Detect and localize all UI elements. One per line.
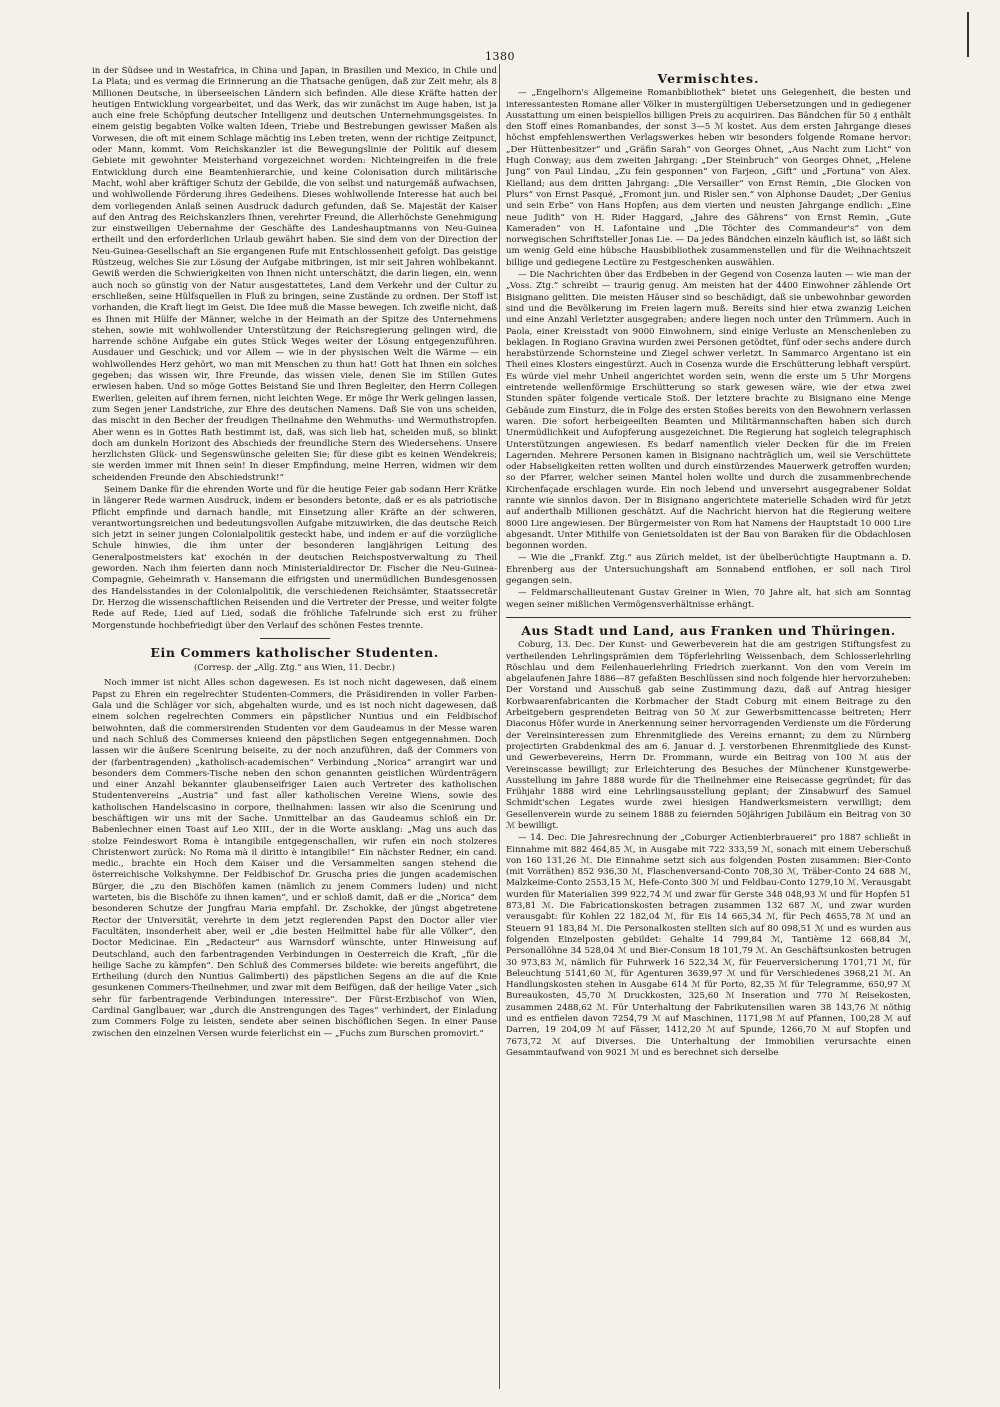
news-item-text: — „Engelhorn's Allgemeine Romanbibliothek“ bietet uns Gelegenheit, die besten und interessantesten Romane aller Völker in mustergültigen Uebersetzungen und in gediegener Ausstattung um einen beispiellos billigen Preis zu acquiriren. Das Bändchen für 50 ₰ enthält den Stoff eines Romanbandes, der sonst 3—5 ℳ kostet. Aus dem ersten Jahrgange dieses höchst empfehlenswerthen Verlagswerkes heben wir besonders folgende Romane hervor: „Der Hüttenbesitzer“ und „Gräfin Sarah“ von Georges Ohnet, „Aus Nacht zum Licht“ von Hugh Conway; aus dem zweiten Jahrgang: „Der Steinbruch“ von Georges Ohnet, „Helene Jung“ von Paul Lindau, „Zu fein gesponnen“ von Farjeon, „Gift“ und „Fortuna“ von Alex. Kielland; aus dem dritten Jahrgang: „Die Versailler“ von Ernst Remin, „Die Glocken von Plurs“ von Ernst Pasqué, „Fromont jun. und Risler sen.“ von Alphonse Daudet; „Der Genius und sein Erbe“ von Hans Hopfen; aus dem vierten und neusten Jahrgange endlich: „Eine neue Judith“ von H. Rider Haggard, „Jahre des Gährens“ von Ernst Remin, „Gute Kameraden“ von H. Lafontaine und „Die Töchter des Commandeur's“ von dem norwegischen Schriftsteller Jonas Lie. — Da jedes Bändchen einzeln käuflich ist, so läßt sich um wenig Geld eine hübsche Hausbibliothek zusammenstellen und für die Weihnachtszeit billige und gediegene Lectüre zu Festgeschenken auswählen. bbox=[506, 88, 911, 268]
article-dateline: (Corresp. der „Allg. Ztg.“ aus Wien, 11. Decbr.) bbox=[193, 662, 396, 673]
left-column bbox=[92, 66, 497, 1366]
right-column bbox=[506, 66, 911, 1388]
column-divider bbox=[499, 64, 500, 1389]
section-divider bbox=[260, 638, 330, 639]
article-heading: Ein Commers katholischer Studenten. bbox=[150, 644, 439, 660]
article-body-text: Noch immer ist nicht Alles schon dagewesen. Es ist noch nicht dagewesen, daß einem Papst zu Ehren ein regelrechter Studenten-Commers, die Präsidirenden in voller Farben-Gala und die Schläger vor sich, abgehalten wurde, und es ist noch nicht dagewesen, daß einem solchen regelrechten Commers ein päpstlicher Nuntius und ein Feldbischof beiwohnten, daß die commersirenden Studenten vor dem Gaudeamus in der Messe waren und nach Schluß des Commerses knieend den päpstlichen Segen entgegennahmen. Doch lassen wir die äußere Scenirung beiseite, zu der noch anzuführen, daß der Commers von der (farbentragenden) „katholisch-academischen“ Verbindung „Norica“ arrangirt war und besonders dem Commers-Tische neben den schon genannten geistlichen Würdenträgern und einer Anzahl bekannter glaubenseifriger Laien auch Vertreter des katholischen Studentenvereins „Austria“ und fast aller katholischen Vereine Wiens, sowie des katholischen Handelscasino in corpore, theilnahmen: lassen wir also die Scenirung und beschäftigen wir uns mit der Sache. Unmittelbar an das Gaudeamus schloß ein Dr. Babenlechner einen Toast auf Leo XIII., der in die Worte ausklang: „Mag uns auch das stolze Feindeswort Roma è intangibile entgegenschallen, wir rufen ein noch stolzeres Christenwort zurück: No Roma mà il diritto è intangibile!“ Ein nächster Redner, ein cand. medic., brachte ein Hoch dem Kaiser und die Versammelten sangen stehend die österreichische Volkshymne. Der Feldbischof Dr. Gruscha pries die jungen academischen Bürger, die „zu den Bischöfen kamen (nämlich zu jenem Commers luden) und nicht warteten, bis die Bischöfe zu ihnen kamen“, und er schloß damit, daß er die „Norica“ dem besonderen Schutze der Jungfrau Maria empfahl. Dr. Zschokke, der jüngst abgetretene Rector der Universität, verehrte in dem jetzt regierenden Papst den Doctor aller vier Facultäten, insonderheit aber, weil er „die besten Heilmittel habe für alle Völker“, den Doctor Medicinae. Ein „Redacteur“ aus Warnsdorf wünschte, unter Hinweisung auf Deutschland, auch den farbentragenden Verbindungen in Oesterreich die Kraft, „für die heilige Sache zu kämpfen“. Den Schluß des Commerses bildete: wie bereits angeführt, die Ertheilung (durch den Nuntius Galimberti) des päpstlichen Segens an die auf die Knie gesunkenen Commers-Theilnehmer, und zwar mit dem Beifügen, daß der heilige Vater „sich sehr für farbentragende Verbindungen interessire“. Der Fürst-Erzbischof von Wien, Cardinal Ganglbauer, war „durch die Anstrengungen des Tages“ verhindert, der Einladung zum Commers Folge zu leisten, sendete aber seinen bischöflichen Segen. In einer Pause zwischen den einzelnen Versen wurde feierlichst ein — „Fuchs zum Burschen promovirt.“ bbox=[92, 678, 497, 1039]
news-item-text: — Die Nachrichten über das Erdbeben in der Gegend von Cosenza lauten — wie man der „Voss. Ztg.“ schreibt — traurig genug. Am meisten hat der 4400 Einwohner zählende Ort Bisignano gelitten. Die meisten Häuser sind so beschädigt, daß sie unbewohnbar geworden sind und die Bevölkerung im Freien lagern muß. Bereits sind hier etwa zwanzig Leichen und eine Anzahl Verletzter ausgegraben; andere liegen noch unter den Trümmern. Auch in Paola, einer Kreisstadt von 9000 Einwohnern, sind einige Verluste an Menschenleben zu beklagen. In Rogiano Gravina wurden zwei Personen getödtet, fünf oder sechs andere durch herabstürzende Schornsteine und Ziegel schwer verletzt. In Sammarco Argentano ist ein Theil eines Klosters eingestürzt. Auch in Cosenza wurde die Erschütterung lebhaft verspürt. Es würde viel mehr Unheil angerichtet worden sein, wenn die erste um 5 Uhr Morgens eintretende wellenförmige Erschütterung so stark gewesen wäre, wie der etwa zwei Stunden später folgende verticale Stoß. Der letztere brachte zu Bisignano eine Menge Gebäude zum Einsturz, die in Folge des ersten Stoßes bereits von den Bewohnern verlassen waren. Die sofort herbeigeeilten Beamten und Militärmannschaften haben sich durch Unermüdlichkeit und Aufopferung ausgezeichnet. Die Regierung hat sogleich telegraphisch Unterstützungen angewiesen. Es bedarf namentlich vieler Decken für die im Freien Lagernden. Mehrere Personen kamen in Bisignano nachträglich um, weil sie Verschüttete oder Habseligkeiten retten wollten und durch einstürzendes Mauerwerk getroffen wurden; so der Pfarrer, welcher seinen Mantel holen wollte und durch die zusammenbrechende Kirchenfaçade erschlagen wurde. Ein noch lebend und unversehrt ausgegrabener Soldat rannte wie sinnlos davon. Der in Bisignano angerichtete materielle Schaden wird für jetzt auf anderthalb Millionen geschätzt. Auf die Nachricht hiervon hat die Regierung weitere 8000 Lire angewiesen. Der Bürgermeister von Rom hat Namens der Hauptstadt 10 000 Lire abgesandt. Unter Mithilfe von Genietsoldaten ist der Bau von Baraken für die Obdachlosen begonnen worden. bbox=[506, 270, 911, 552]
news-item-text: — Wie die „Frankf. Ztg.“ aus Zürich meldet, ist der übelberüchtigte Hauptmann a. D. Ehrenberg aus der Untersuchungshaft am Sonnabend entflohen, er soll nach Tirol gegangen sein. bbox=[506, 553, 911, 587]
news-item-text: Coburg, 13. Dec. Der Kunst- und Gewerbeverein hat die am gestrigen Stiftungsfest zu vertheilenden Lehrlingsprämien dem Töpferlehrling Weissenbach, dem Schlosserlehrling Röschlau und dem Feilenhauerlehrling Friedrich zuerkannt. Von den vom Verein im abgelaufenen Jahre 1886—87 gefaßten Beschlüssen sind noch folgende hier hervorzuheben: Der Vorstand und Ausschuß gab seine Zustimmung dazu, daß auf Antrag hiesiger Korbwaarenfabricanten die Korbmacher der Stadt Coburg mit einem Beitrage zu den Arbeitgebern gesprendeten Beitrag von 50 ℳ zur Gewerbsmittencasse beitreten; Herr Diaconus Höfer wurde in Anerkennung seiner hervorragenden Verdienste um die Förderung der Vereinsinteressen zum Ehrenmitgliede des Vereins ernannt; zu dem zu Nürnberg projectirten Grabdenkmal des am 6. Januar d. J. verstorbenen Ehrenmitgliede des Kunst- und Gewerbevereins, Herrn Dr. Frommann, wurde ein Beitrag von 100 ℳ aus der Vereinscasse bewilligt; zur Erleichterung des Besuches der Münchener Kunstgewerbe-Ausstellung im Jahre 1888 wurde für die Theilnehmer eine Reisecasse gegründet; für das Frühjahr 1888 wird eine Lehrlingsausstellung geplant; der Zinsabwurf des Samuel Schmidt'schen Legates wurde zwei hiesigen Handwerksmeistern verwilligt; dem Gesellenverein wurde zu seinem 1888 zu feiernden 50jährigen Jubiläum ein Beitrag von 30 ℳ bewilligt. bbox=[506, 640, 911, 831]
section-heading: Aus Stadt und Land, aus Franken und Thüringen. bbox=[521, 622, 896, 638]
article-continuation-text: Seinem Danke für die ehrenden Worte und für die heutige Feier gab sodann Herr Krätke in längerer Rede warmen Ausdruck, indem er besonders betonte, daß er es als patriotische Pflicht empfinde und darnach handle, mit Einsetzung aller Kräfte an der schweren, verantwortungsreichen und bedeutungsvollen Aufgabe mitzuwirken, die das deutsche Reich sich jetzt in seiner jungen Colonialpolitik gesteckt habe, und indem er auf die vorzügliche Schule hinwies, die ihm unter der besonderen langjährigen Leitung des Generalpostmeisters kat' exochén in der deutschen Reichspostverwaltung zu Theil geworden. Nach ihm feierten dann noch Ministerialdirector Dr. Fischer die Neu-Guinea-Compagnie, Geheimrath v. Hansemann die eifrigsten und unermüdlichen Bundesgenossen des Handelsstandes in der Colonialpolitik, die verschiedenen Reichsämter, Staatssecretär Dr. Herzog die wissenschaftlichen Reisenden und die Vertreter der Presse, und weiter folgte Rede auf Rede, Lied auf Lied, sodaß die fröhliche Tafelrunde sich erst zu früher Morgenstunde hochbefriedigt über den Verlauf des schönen Festes trennte. bbox=[92, 484, 497, 631]
section-divider bbox=[506, 617, 911, 618]
section-heading: Vermischtes. bbox=[657, 71, 760, 86]
news-item-text: — Feldmarschallieutenant Gustav Greiner in Wien, 70 Jahre alt, hat sich am Sonntag wegen seiner mißlichen Vermögensverhältnisse erhängt. bbox=[506, 588, 911, 610]
article-continuation-text: in der Südsee und in Westafrica, in China und Japan, in Brasilien und Mexico, in Chile und La Plata; und es vermag die Erinnerung an die Thatsache genügen, daß zur Zeit mehr, als 8 Millionen Deutsche, in überseeischen Ländern sich befinden. Alle diese Kräfte hatten der heutigen Entwicklung vorgearbeitet, und das Werk, das wir zunächst im Auge haben, ist ja auch eine freie Schöpfung deutscher Intelligenz und deutschen Unternehmungsgeistes. In einem geistig begabten Volke walten Ideen, Triebe und Bestrebungen gewisser Maßen als Vorwesen, die oft mit einem Schlage mächtig ins Leben treten, wenn der richtige Zeitpunct, oder Mann, kommt. Vom Reichskanzler ist die Bewegungslinie der Politik auf diesem Gebiete mit gewohnter Meisterhand vorgezeichnet worden: Nichteingreifen in die freie Entwicklung durch eine Beamtenhierarchie, und keine Colonisation durch militärische Macht, wohl aber kräftiger Schutz der Gebilde, die von selbst und naturgemäß aufwachsen, und wohlwollende Förderung ihres Gedeihens. Dieses wohlwollende Interesse hat auch bei dem vorliegenden Anlaß seinen Ausdruck dadurch gefunden, daß Se. Majestät der Kaiser auf den Antrag des Reichskanzlers Ihnen, verehrter Freund, die Allerhöchste Genehmigung zur einstweiligen Uebernahme der Geschäfte des Landeshauptmanns von Neu-Guinea ertheilt und den erforderlichen Urlaub gewährt haben. Sie sind dem von der Direction der Neu-Guinea-Gesellschaft an Sie ergangenen Rufe mit Entschlossenheit gefolgt. Das geistige Rüstzeug, welches Sie zur Lösung der Aufgabe mitbringen, ist mir seit Jahren wohlbekannt. Gewiß werden die Schwierigkeiten von Ihnen nicht unterschätzt, die darin liegen, ein, wenn auch noch so günstig von der Natur ausgestattetes, Land dem Verkehr und der Cultur zu erschließen, seine Hülfsquellen in Fluß zu bringen, seine Zustände zu ordnen. Der Stoff ist vorhanden, die Kraft liegt im Geist. Die Idee muß die Masse bewegen. Ich zweifle nicht, daß es Ihnen mit Hülfe der Männer, welche in der Heimath an der Spitze des Unternehmens stehen, sowie mit wohlwollender Unterstützung der Reichsregierung gelingen wird, die harrende schöne Aufgabe ein gutes Stück Weges weiter der Lösung entgegenzuführen. Ausdauer und Geschick; und vor Allem — wie in der physischen Welt die Wärme — ein wohlwollendes Herz gehört, wo man mit Menschen zu thun hat! Gott hat Ihnen ein solches gegeben; das wissen wir, Ihre Freunde, das wissen viele, denen Sie im Stillen Gutes erwiesen haben. Und so möge Gottes Beistand Sie und Ihren Begleiter, den Herrn Collegen Ewerlien, geleiten auf ihrem fernen, nicht leichten Wege. Er möge Ihr Werk gelingen lassen, zum Segen jener Landstriche, zur Ehre des deutschen Namens. Daß Sie von uns scheiden, das mischt in den Becher der freudigen Theilnahme den Wehmuths- und Wermuthstropfen. Aber wenn es in Gottes Rath bestimmt ist, daß, was sich lieb hat, scheiden muß, so blinkt doch am dunkeln Horizont des Abschieds der freundliche Stern des Wiedersehens. Unsere herzlichsten Glück- und Segenswünsche geleiten Sie; für diese gibt es keinen Wendekreis; sie werden immer mit Ihnen sein! In dieser Empfindung, meine Herren, widmen wir dem scheidenden Freunde den Abschiedstrunk!“ bbox=[92, 66, 497, 483]
page-number: 1380 bbox=[485, 50, 515, 63]
news-item-text: — 14. Dec. Die Jahresrechnung der „Coburger Actienbierbrauerei“ pro 1887 schließt in Einnahme mit 882 464,85 ℳ, in Ausgabe mit 722 333,59 ℳ, sonach mit einem Ueberschuß von 160 131,26 ℳ. Die Einnahme setzt sich aus folgenden Posten zusammen: Bier-Conto (mit Vorräthen) 852 936,30 ℳ, Flaschenversand-Conto 708,30 ℳ, Träber-Conto 24 688 ℳ, Malzkeime-Conto 2553,15 ℳ, Hefe-Conto 300 ℳ und Feldbau-Conto 1279,10 ℳ. Verausgabt wurden für Materialien 399 922,74 ℳ und zwar für Gerste 348 048,93 ℳ und für Hopfen 51 873,81 ℳ. Die Fabricationskosten betragen zusammen 132 687 ℳ, und zwar wurden verausgabt: für Kohlen 22 182,04 ℳ, für Eis 14 665,34 ℳ, für Pech 4655,78 ℳ und an Steuern 91 183,84 ℳ. Die Personalkosten stellten sich auf 80 098,51 ℳ und es wurden aus folgenden Einzelposten gebildet: Gehalte 14 799,84 ℳ, Tantième 12 668,84 ℳ, Personallöhne 34 528,04 ℳ und Bier-Consum 18 101,79 ℳ. An Geschäftsunkosten betrugen 30 973,83 ℳ, nämlich für Fuhrwerk 16 522,34 ℳ, für Feuerversicherung 1701,71 ℳ, für Beleuchtung 5141,60 ℳ, für Agenturen 3639,97 ℳ und für Verschiedenes 3968,21 ℳ. An Handlungskosten stehen in Ausgabe 614 ℳ für Porto, 82,35 ℳ für Telegramme, 650,97 ℳ Bureaukosten, 45,70 ℳ Druckkosten, 325,60 ℳ Inseration und 770 ℳ Reisekosten, zusammen 2488,62 ℳ. Für Unterhaltung der Fabrikutensilien waren 38 143,76 ℳ nöthig und es entfielen davon 7254,79 ℳ auf Maschinen, 1171,98 ℳ auf Pfannen, 100,28 ℳ auf Darren, 19 204,09 ℳ auf Fässer, 1412,20 ℳ auf Spunde, 1266,70 ℳ auf Stopfen und 7673,72 ℳ auf Diverses. Die Unterhaltung der Immobilien verursachte einen Gesammtaufwand von 9021 ℳ und es berechnet sich derselbe bbox=[506, 833, 911, 1058]
